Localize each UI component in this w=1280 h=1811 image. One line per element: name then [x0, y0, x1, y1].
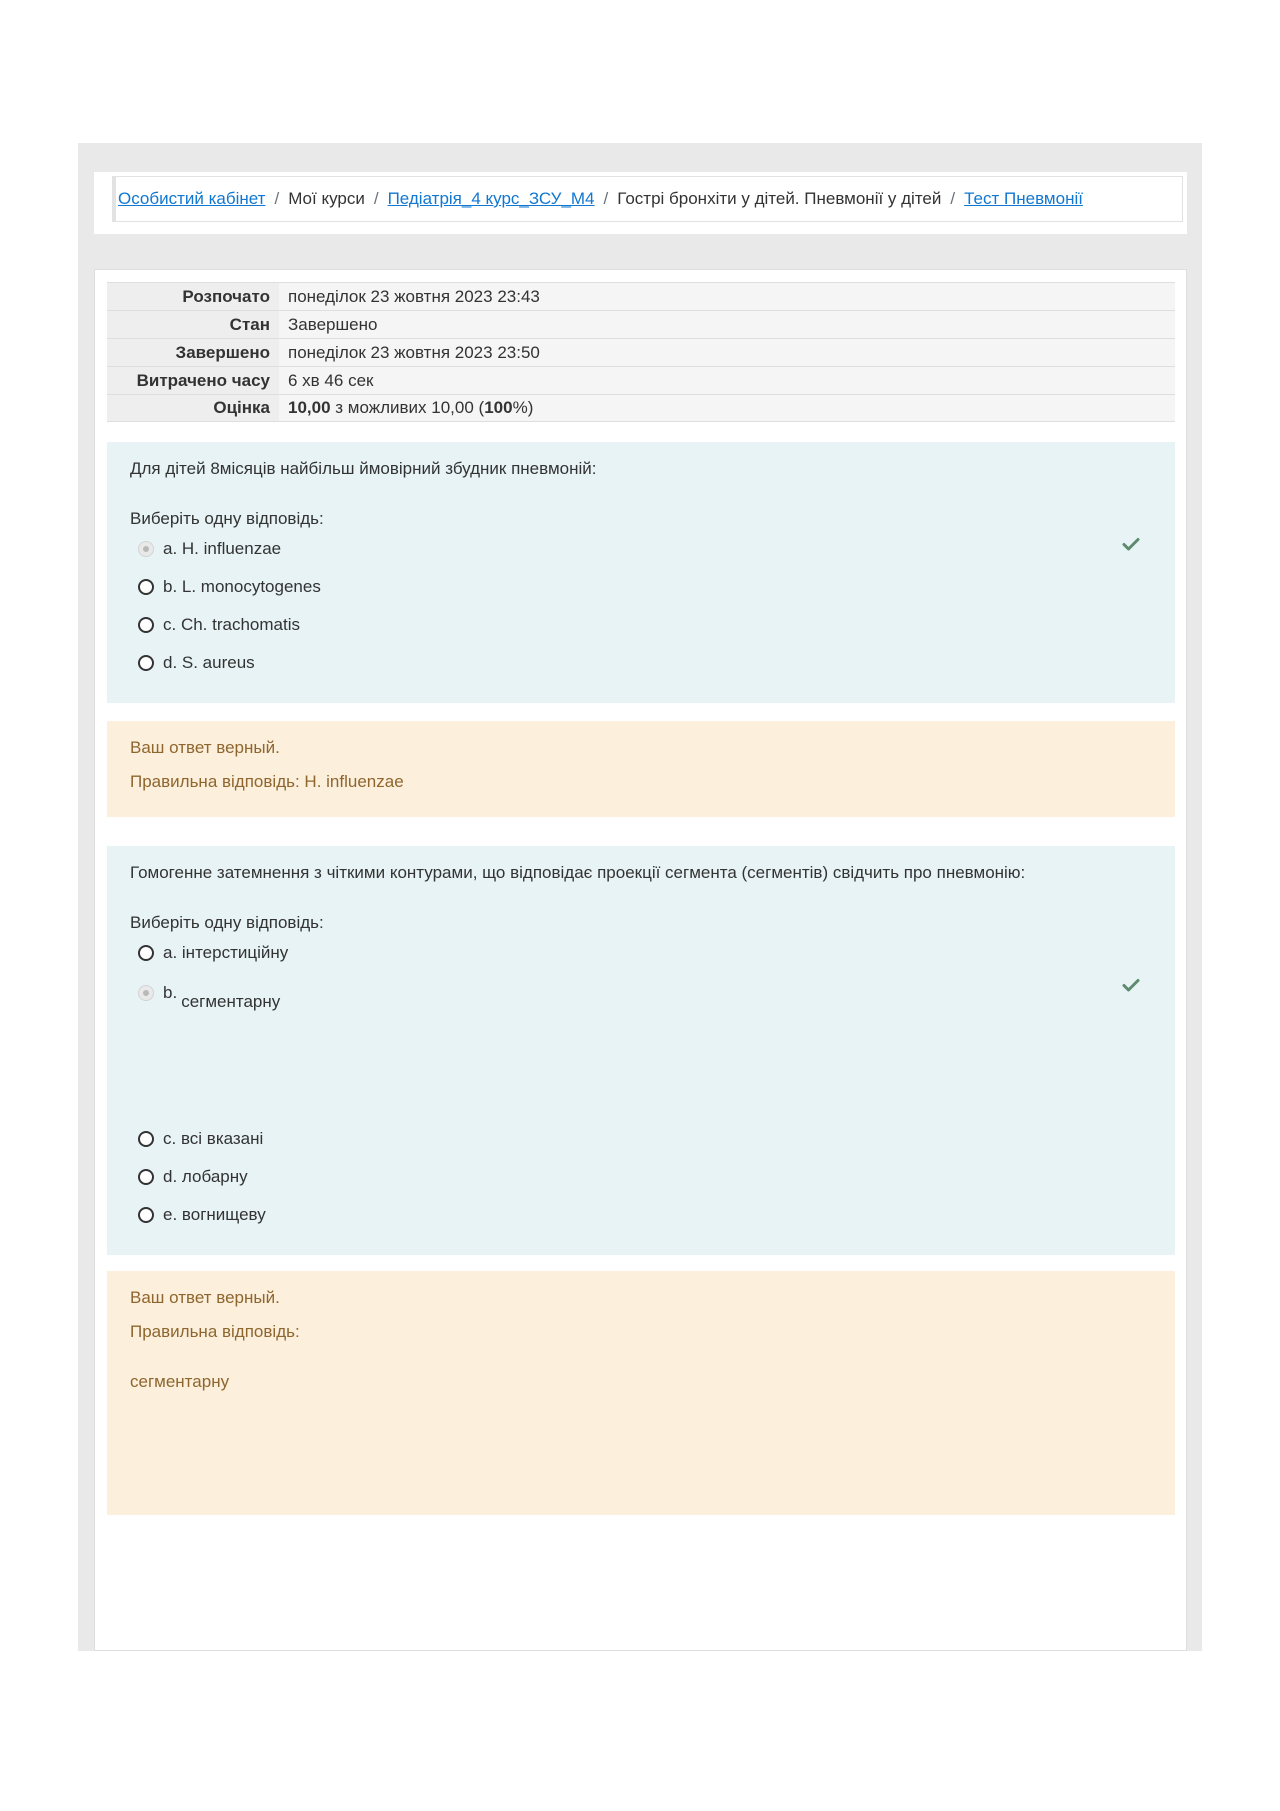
- breadcrumb-my-courses: Мої курси: [288, 189, 365, 208]
- feedback-answer-label: Правильна відповідь:: [130, 1322, 300, 1341]
- grade-score: 10,00: [288, 398, 331, 417]
- summary-value: понеділок 23 жовтня 2023 23:43: [288, 286, 540, 306]
- option-label: сегментарну: [181, 992, 281, 1011]
- option-letter: b.: [163, 983, 178, 1002]
- option-label: a. H. influenzae: [163, 539, 282, 558]
- attempt-summary-table: [107, 282, 1175, 422]
- breadcrumb-separator: /: [950, 189, 956, 208]
- breadcrumb-dashboard-link[interactable]: Особистий кабінет: [118, 189, 266, 208]
- summary-row-started: [107, 282, 1175, 310]
- breadcrumb-topic: Гострі бронхіти у дітей. Пневмонії у дітей: [617, 189, 942, 208]
- summary-label: Розпочато: [107, 283, 279, 310]
- radio[interactable]: [138, 945, 154, 961]
- option-c[interactable]: [138, 1129, 263, 1149]
- radio[interactable]: [138, 617, 154, 633]
- summary-value: 6 хв 46 сек: [288, 370, 374, 390]
- summary-label: Оцінка: [107, 395, 279, 421]
- option-a[interactable]: [138, 943, 288, 963]
- option-d[interactable]: [138, 653, 255, 673]
- breadcrumb-course-link[interactable]: Педіатрія_4 курс_ЗСУ_М4: [387, 189, 595, 208]
- breadcrumb-quiz-link[interactable]: Тест Пневмонії: [964, 189, 1083, 208]
- summary-row-time: [107, 366, 1175, 394]
- option-label: d. S. aureus: [163, 653, 255, 672]
- summary-value: [279, 398, 533, 418]
- grade-mid: з можливих 10,00 (: [330, 398, 485, 417]
- question-text: Для дітей 8місяців найбільш ймовірний збудник пневмоній:: [130, 459, 597, 478]
- summary-row-state: [107, 310, 1175, 338]
- option-c[interactable]: [138, 615, 300, 635]
- grade-end: %): [512, 398, 534, 417]
- breadcrumb: [112, 176, 1183, 222]
- radio[interactable]: [138, 1207, 154, 1223]
- radio-selected[interactable]: [138, 541, 154, 557]
- question-1: [107, 442, 1175, 703]
- radio[interactable]: [138, 579, 154, 595]
- option-b[interactable]: [138, 577, 321, 597]
- feedback-2: [107, 1271, 1175, 1515]
- feedback-answer: Правильна відповідь: H. influenzae: [130, 772, 404, 791]
- summary-row-completed: [107, 338, 1175, 366]
- breadcrumb-separator: /: [274, 189, 280, 208]
- breadcrumb-separator: /: [603, 189, 609, 208]
- breadcrumb-bar: [94, 172, 1187, 234]
- option-a[interactable]: [138, 539, 281, 559]
- summary-value: понеділок 23 жовтня 2023 23:50: [288, 342, 540, 362]
- option-b[interactable]: [138, 983, 280, 1012]
- radio[interactable]: [138, 1169, 154, 1185]
- option-label: b. L. monocytogenes: [163, 577, 321, 596]
- option-label: e. вогнищеву: [163, 1205, 266, 1224]
- radio[interactable]: [138, 1131, 154, 1147]
- option-d[interactable]: [138, 1167, 248, 1187]
- option-e[interactable]: [138, 1205, 266, 1225]
- radio[interactable]: [138, 655, 154, 671]
- feedback-result: Ваш ответ верный.: [130, 1288, 280, 1307]
- grade-percent: 100: [484, 398, 513, 417]
- option-label: c. всі вказані: [163, 1129, 264, 1148]
- summary-label: Завершено: [107, 339, 279, 366]
- feedback-result: Ваш ответ верный.: [130, 738, 280, 757]
- summary-label: Витрачено часу: [107, 367, 279, 394]
- question-text: Гомогенне затемнення з чіткими контурами, що відповідає проекції сегмента (сегментів) свідчить про пневмонію:: [130, 863, 1026, 882]
- radio-selected[interactable]: [138, 985, 154, 1001]
- check-icon: [1122, 976, 1140, 994]
- answer-prompt: Виберіть одну відповідь:: [130, 509, 324, 528]
- summary-value: Завершено: [288, 314, 378, 334]
- summary-label: Стан: [107, 311, 279, 338]
- feedback-1: [107, 721, 1175, 817]
- summary-row-grade: [107, 394, 1175, 422]
- feedback-answer-value: сегментарну: [130, 1372, 230, 1391]
- answer-prompt: Виберіть одну відповідь:: [130, 913, 324, 932]
- check-icon: [1122, 535, 1140, 553]
- question-2: [107, 846, 1175, 1255]
- option-label: c. Ch. trachomatis: [163, 615, 300, 634]
- breadcrumb-separator: /: [373, 189, 379, 208]
- option-label: d. лобарну: [163, 1167, 248, 1186]
- option-label: a. інтерстиційну: [163, 943, 289, 962]
